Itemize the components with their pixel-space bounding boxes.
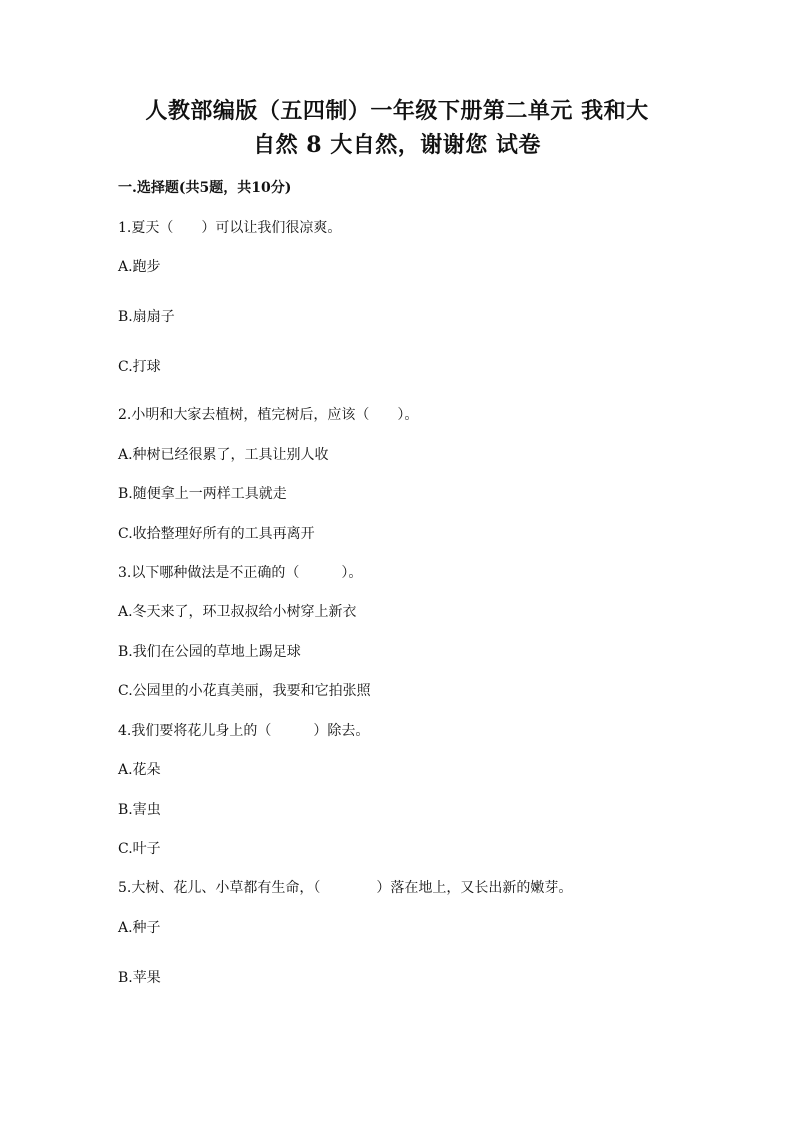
document-title-line-2: 自然 8 大自然，谢谢您 试卷	[253, 132, 541, 158]
question-1-stem: 1.夏天（ ）可以让我们很凉爽。	[118, 220, 342, 236]
question-4-option-b: B.害虫	[118, 802, 161, 818]
document-title-line-1: 人教部编版（五四制）一年级下册第二单元 我和大	[145, 98, 649, 124]
question-3-option-c: C.公园里的小花真美丽，我要和它拍张照	[118, 683, 371, 699]
question-3-option-a: A.冬天来了，环卫叔叔给小树穿上新衣	[118, 604, 357, 620]
question-1-option-a: A.跑步	[118, 259, 161, 275]
question-1-option-c: C.打球	[118, 359, 161, 375]
question-2-option-b: B.随便拿上一两样工具就走	[118, 486, 287, 502]
question-2-stem: 2.小明和大家去植树，植完树后，应该（ ）。	[118, 407, 419, 423]
question-5-stem: 5.大树、花儿、小草都有生命，（ ）落在地上，又长出新的嫩芽。	[118, 880, 573, 896]
question-4-option-a: A.花朵	[118, 762, 161, 778]
section-heading: 一.选择题(共5题，共10分)	[118, 180, 292, 196]
question-4-stem: 4.我们要将花儿身上的（ ）除去。	[118, 723, 370, 739]
question-5-option-a: A.种子	[118, 920, 161, 936]
question-5-option-b: B.苹果	[118, 970, 161, 986]
question-1-option-b: B.扇扇子	[118, 309, 175, 325]
question-3-option-b: B.我们在公园的草地上踢足球	[118, 644, 301, 660]
question-2-option-a: A.种树已经很累了，工具让别人收	[118, 447, 329, 463]
question-4-option-c: C.叶子	[118, 841, 161, 857]
question-2-option-c: C.收拾整理好所有的工具再离开	[118, 526, 315, 542]
question-3-stem: 3.以下哪种做法是不正确的（ ）。	[118, 565, 363, 581]
